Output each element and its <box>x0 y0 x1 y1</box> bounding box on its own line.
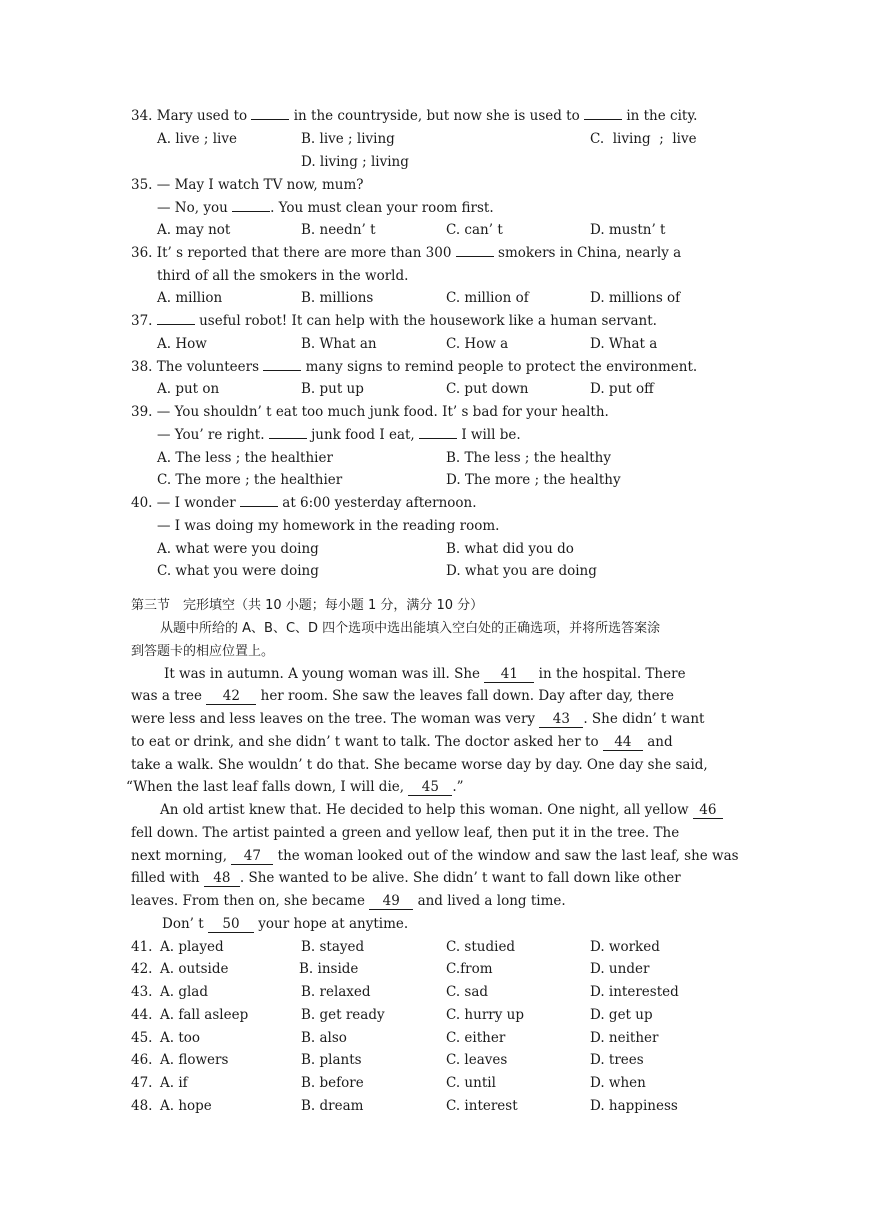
option-c[interactable]: C. The more ; the healthier <box>157 472 343 488</box>
option-d[interactable]: D. mustn’ t <box>590 222 666 238</box>
passage-line: filled with 48 . She wanted to be alive. She didn’ t want to fall down like other <box>131 870 681 886</box>
answer-blank[interactable] <box>419 438 457 439</box>
section-instructions-continued: 到答题卡的相应位置上。 <box>131 644 275 659</box>
option-c[interactable]: C. put down <box>446 381 529 397</box>
option-b[interactable]: B. relaxed <box>301 984 371 1000</box>
option-c[interactable]: C. sad <box>446 984 489 1000</box>
answer-blank[interactable] <box>456 256 494 257</box>
option-d[interactable]: D. trees <box>590 1052 644 1068</box>
blank-49[interactable]: 49 <box>369 894 413 910</box>
blank-44[interactable]: 44 <box>603 735 643 751</box>
blank-50[interactable]: 50 <box>208 917 254 933</box>
option-d[interactable]: D. put off <box>590 381 654 397</box>
answer-blank[interactable] <box>263 370 301 371</box>
option-d[interactable]: D. what you are doing <box>446 563 597 579</box>
option-c[interactable]: C. until <box>446 1075 496 1091</box>
option-b[interactable]: B. needn’ t <box>301 222 376 238</box>
section-title: 第三节 完形填空（共 10 小题；每小题 1 分，满分 10 分） <box>131 598 484 613</box>
passage-line: to eat or drink, and she didn’ t want to talk. The doctor asked her to 44 and <box>131 734 673 750</box>
option-d[interactable]: D. What a <box>590 336 658 352</box>
option-b[interactable]: B. get ready <box>301 1007 385 1023</box>
passage-line: was a tree 42 her room. She saw the leaves fall down. Day after day, there <box>131 688 675 704</box>
passage-line: leaves. From then on, she became 49 and lived a long time. <box>131 893 566 909</box>
option-d[interactable]: D. interested <box>590 984 679 1000</box>
passage-line: It was in autumn. A young woman was ill. She 41 in the hospital. There <box>164 666 686 682</box>
option-c[interactable]: C. interest <box>446 1098 518 1114</box>
option-a[interactable]: A. played <box>160 939 224 955</box>
question-39-response: — You’ re right. junk food I eat, I will be. <box>157 427 521 443</box>
option-b[interactable]: B. plants <box>301 1052 362 1068</box>
answer-blank[interactable] <box>240 506 278 507</box>
option-c[interactable]: C. either <box>446 1030 506 1046</box>
passage-line: An old artist knew that. He decided to help this woman. One night, all yellow 46 <box>160 801 723 820</box>
option-a[interactable]: A. put on <box>157 381 220 397</box>
passage-line: next morning, 47 the woman looked out of the window and saw the last leaf, she was <box>131 848 739 864</box>
option-b[interactable]: B. dream <box>301 1098 364 1114</box>
option-c[interactable]: C. hurry up <box>446 1007 524 1023</box>
choice-number: 45. <box>131 1030 153 1046</box>
answer-blank[interactable] <box>157 324 195 325</box>
option-a[interactable]: A. How <box>157 336 207 352</box>
question-36: 36. It’ s reported that there are more than 300 smokers in China, nearly a <box>131 245 682 261</box>
option-c[interactable]: C. leaves <box>446 1052 508 1068</box>
option-a[interactable]: A. hope <box>160 1098 212 1114</box>
option-b[interactable]: B. millions <box>301 290 374 306</box>
passage-line: “When the last leaf falls down, I will die, 45 .” <box>126 779 464 795</box>
question-36-continued: third of all the smokers in the world. <box>157 268 409 284</box>
option-b[interactable]: B. put up <box>301 381 364 397</box>
option-a[interactable]: A. live ; live <box>157 131 237 147</box>
option-d[interactable]: D. The more ; the healthy <box>446 472 621 488</box>
question-35-response: — No, you . You must clean your room first. <box>157 200 494 216</box>
option-d[interactable]: D. happiness <box>590 1098 678 1114</box>
blank-42[interactable]: 42 <box>206 689 256 705</box>
answer-blank[interactable] <box>269 438 307 439</box>
option-b[interactable]: B. What an <box>301 336 377 352</box>
option-d[interactable]: D. neither <box>590 1030 659 1046</box>
option-b[interactable]: B. before <box>301 1075 364 1091</box>
option-c[interactable]: C. what you were doing <box>157 563 319 579</box>
blank-41[interactable]: 41 <box>484 667 534 683</box>
option-a[interactable]: A. if <box>160 1075 188 1091</box>
choice-number: 44. <box>131 1007 153 1023</box>
option-a[interactable]: A. flowers <box>160 1052 229 1068</box>
choice-number: 42. <box>131 961 153 977</box>
question-39: 39. — You shouldn’ t eat too much junk food. It’ s bad for your health. <box>131 404 609 420</box>
passage-line: were less and less leaves on the tree. The woman was very 43 . She didn’ t want <box>131 711 705 727</box>
option-c[interactable]: C. can’ t <box>446 222 503 238</box>
question-40: 40. — I wonder at 6:00 yesterday afternoon. <box>131 495 477 511</box>
section-instructions: 从题中所给的 A、B、C、D 四个选项中选出能填入空白处的正确选项，并将所选答案涂 <box>160 621 661 636</box>
blank-46[interactable]: 46 <box>693 803 723 819</box>
option-a[interactable]: A. fall asleep <box>160 1007 249 1023</box>
question-34: 34. Mary used to in the countryside, but now she is used to in the city. <box>131 108 698 124</box>
option-c[interactable]: C. How a <box>446 336 509 352</box>
blank-48[interactable]: 48 <box>204 871 240 887</box>
question-40-response: — I was doing my homework in the reading room. <box>157 518 500 534</box>
option-d[interactable]: D. under <box>590 961 650 977</box>
option-a[interactable]: A. outside <box>160 961 229 977</box>
passage-line: Don’ t 50 your hope at anytime. <box>162 916 409 932</box>
option-d[interactable]: D. get up <box>590 1007 653 1023</box>
answer-blank[interactable] <box>584 119 622 120</box>
option-d[interactable]: D. living ; living <box>301 154 409 170</box>
option-b[interactable]: B. The less ; the healthy <box>446 450 611 466</box>
option-b[interactable]: B. inside <box>299 961 359 977</box>
option-a[interactable]: A. too <box>160 1030 201 1046</box>
option-c[interactable]: C. million of <box>446 290 529 306</box>
answer-blank[interactable] <box>251 119 289 120</box>
option-a[interactable]: A. million <box>157 290 223 306</box>
choice-number: 43. <box>131 984 153 1000</box>
choice-number: 47. <box>131 1075 153 1091</box>
option-a[interactable]: A. The less ; the healthier <box>157 450 333 466</box>
question-38: 38. The volunteers many signs to remind people to protect the environment. <box>131 359 698 375</box>
passage-line: take a walk. She wouldn’ t do that. She became worse day by day. One day she said, <box>131 757 708 773</box>
option-a[interactable]: A. what were you doing <box>157 541 319 557</box>
passage-line: fell down. The artist painted a green and yellow leaf, then put it in the tree. The <box>131 825 680 841</box>
blank-47[interactable]: 47 <box>231 849 273 865</box>
option-b[interactable]: B. also <box>301 1030 347 1046</box>
blank-43[interactable]: 43 <box>539 712 583 728</box>
option-a[interactable]: A. may not <box>157 222 231 238</box>
option-d[interactable]: D. when <box>590 1075 646 1091</box>
question-35: 35. — May I watch TV now, mum? <box>131 177 364 193</box>
blank-45[interactable]: 45 <box>408 780 452 796</box>
option-b[interactable]: B. what did you do <box>446 541 574 557</box>
choice-number: 48. <box>131 1098 153 1114</box>
answer-blank[interactable] <box>232 211 270 212</box>
option-a[interactable]: A. glad <box>160 984 208 1000</box>
option-c[interactable]: C. living ; live <box>590 131 697 147</box>
choice-number: 46. <box>131 1052 153 1068</box>
choice-number: 41. <box>131 939 153 955</box>
option-b[interactable]: B. live ; living <box>301 131 395 147</box>
option-c[interactable]: C.from <box>446 961 493 977</box>
option-d[interactable]: D. worked <box>590 939 660 955</box>
option-c[interactable]: C. studied <box>446 939 516 955</box>
option-b[interactable]: B. stayed <box>301 939 365 955</box>
option-d[interactable]: D. millions of <box>590 290 681 306</box>
question-37: 37. useful robot! It can help with the housework like a human servant. <box>131 313 657 329</box>
